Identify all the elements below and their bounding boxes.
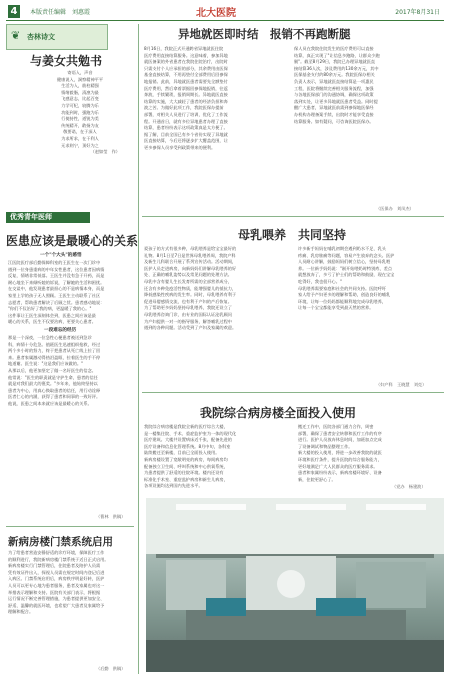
outside-title: 异地就医即时结 报销不再跑断腿 [178,27,351,41]
page-number: 4 [8,5,20,18]
poem-title: 与姜女共勉书 [30,54,103,68]
ward-photo [146,498,444,672]
divider [142,216,444,217]
poem-body: 寄语入，声音 健康说入，洞察精神平平 生活为入，筋柱精强 情绪毅脂，清凛为最 飞感意志，比起百变 力学可纪，较腾为乐 功能到时，强跑为乐 行使持性，道锐为美 传统精开，敢扬为友 敬要诺，在于深人 为求所求，在干利人 无求则宁，顶好为之 （赵如莹 作） [56,70,120,155]
outpatient-title: 新病房楼门禁系统启用 [8,536,113,548]
youth-column-tag: 优秀青年医师 [6,212,90,223]
breastfeed-title: 母乳喂养 共同坚持 [238,228,347,242]
column-divider [138,24,139,674]
ward-scene [146,498,444,672]
surgery-body-right: 搬迁工作中，医院各部门通力合作，周密 部署，确保了患者安全转移和医疗工作的有序 进行。医护人员放弃休息时间，加班加点完成 了设备调试和物品整理工作。 新大楼的投入使用，将进一步改善我院的就医 环境和医疗条件，提升医院的综合服务能力， 更好地满足广大人民群众的医疗服务需求。 患者和家属纷纷表示，新病房楼环境好、设备 新，住院更舒心了。 [298,424,382,482]
poem-tag-box [6,24,108,50]
divider [142,392,444,393]
breastfeed-signature: （妇产科 王晓慧 刘克） [376,382,427,387]
outpatient-body: 为了给患者营造安静舒适的诊疗环境，保障医疗工作 的顺利进行，我院新病房楼门禁系统于近日正式启用。 新病房楼实行门禁管理后，住院患者及陪护人员需 凭有效证件出入，探视人员需在规定时间内登记后进 入病区。门禁系统启用后，病房秩序明显好转，医护 人员可以更专心地为患者服务，患者及家属也对这一 举措表示理解和支持。医院有关部门表示，将根据 运行情况不断完善管理措施，为患者提供更加安全、 舒适、温馨的就医环境，也希望广大患者及家属给予 理解和配合。 [8,550,109,615]
breastfeed-body-right: 许多新手妈妈在哺乳初期会遇到奶水不足、乳头 疼痛、乳房胀痛等问题，容易产生放弃的念头。医护 人员耐心讲解，鼓励妈妈们树立信心，坚持母乳喂 养。一位新手妈妈说："刚开始喂奶时特别疼，差点 就想放弃了，多亏了护士们的帮助和鼓励，现在宝宝 吃得好，我也很开心。" 母乳喂养需要家庭和社会的共同支持。医院呼吁 家人给予产妇更多的理解和帮助，创造良好的哺乳 环境，让每一位妈妈都能顺利地完成母乳喂养， 让每一个宝宝都能享受到最天然的营养。 [298,246,395,311]
youth-subhead-2: 一段难忘的经历 [44,328,77,333]
surgery-title: 我院综合病房楼全面投入使用 [200,406,357,420]
breastfeed-body-left: 爱孩子的方式有很多种，母乳喂养是给宝宝最好的 礼物。8月1日至7日是世界母乳喂养周，我院产科 及新生儿科联合开展了系列宣传活动。活动期间， 医护人员走进病房，向新妈妈们讲解母乳喂养的好 处、正确的哺乳姿势以及常见问题的处理方法。 母乳中含有婴儿生长发育所需的全部营养成分， 还含有多种免疫活性物质，能增强婴儿的抵抗力， 降低感染性疾病的发生率。同时，母乳喂养有利于 促进母婴感情交流，也有利于产妇的产后恢复。 为了帮助更多妈妈坚持母乳喂养，我院还设立了 母乳喂养咨询门诊，由专业的国际认证泌乳顾问 为产妇提供一对一的指导服务，解答哺乳过程中 遇到的各种问题。活动受到了产妇及家属的欢迎。 [144,246,237,331]
poem-column-tag: 杏林诗文 [27,32,55,41]
youth-title: 医患应该是最暖心的关系 [6,234,139,248]
leaf-icon: ❦ [11,29,21,42]
page-header [6,4,444,21]
outside-body-left: 8月16日，我院正式开通跨省异地就医住院 医疗费用直接结算服务。这意味着，参加异地 就医备案的外省患者在我院住院治疗，出院时 只需支付个人应承担的部分，其余费用由医保 基金直接结算，不用再垫付全部费用后回参保 地报销。此前，异地就医患者需要先全额垫付 医疗费用，然后拿着票据回参保地报销，往返 奔波，手续繁琐，报销周期长。异地就医直接 结算的实施，大大减轻了患者的经济负担和奔 波之苦。为做好此项工作，我院医保办提前 部署，对相关人员进行了培训，优化了工作流 程。开通首日，就有多位异地患者办理了直接 结算，患者纷纷表示这项政策真是太方便了。 据了解，目前全国已有多个省份实现了异地就 医直接结算，今后还将逐步扩大覆盖范围，让 更多参保人员享受到政策带来的便利。 [144,46,228,150]
editor-credit: 本版责任编辑 刘惠霞 [30,9,91,16]
outside-body-right: 保人员在我院住院发生的医疗费用可以直接 结算，真正实现了"让信息多跑路，让群众少跑 腿"。截至8月29日，我院已办理异地就医直 接结算36人次，涉及费用约130余万元，其中 医保基金支付约80余万元。我院医保办相关 负责人表示，异地就医直接结算是一项惠民 工程，医院将继续完善相关服务流程，加强 与各地医保部门的沟通协调，确保这项政策 落到实处，让更多异地就医患者受益。同时提 醒广大患者，异地就医前需到参保地医保经 办机构办理备案手续，出院时才能享受直接 结算服务。如有疑问，可咨询医院医保办。 [294,46,380,124]
divider [6,526,134,527]
youth-subhead-1: 一个"个大头"的感悟 [40,253,82,258]
youth-body-1: 江医院医疗部后勤保障科室的王医生在一次门诊中 遇到一位身患重病的中年女性患者，这位患者因病情 反复，情绪非常低落。王医生并没有急于开药，而是 耐心地坐下来倾听她的诉说，了解她的生活和困扰。 在交谈中，他发现患者最担心的不是病情本身，而是 家里上学的孩子无人照顾。王医生主动联系了社区 志愿者，帮助患者解决了后顾之忧。患者感动地说： "你们不仅治好了我的病，更温暖了我的心。" 这件事让王医生深刻体会到，医患之间应该是最 暖心的关系，医生不仅要治病，更要关心患者。 [8,260,105,325]
youth-body-2: 那是一个深夜，一位急性心梗患者被送到急诊 科，病情十分危急。值班医生迅速组织抢救，经过 两个多小时的努力，终于把患者从死亡线上拉了回 来。患者家属激动得热泪盈眶，拉着医生的手不停 地道谢。医生说："这是我们应该做的。" 从那以后，他更加坚定了做一名好医生的信念。 他常说："医生的职责就是守护生命，患者的信任 就是对我们最大的褒奖。"多年来，他始终坚持以 患者为中心，用真心换取患者的信任，用行动诠释 医者仁心的内涵，获得了患者和同事的一致好评。 他说，医患之间本来就应该是最暖心的关系。 [8,335,101,406]
youth-signature: （曹林 供稿） [96,514,126,519]
outside-signature: （医保办 刘凤杰） [376,206,414,211]
issue-date: 2017年8月31日 [395,9,440,16]
surgery-signature: （党办 杨建波） [392,484,426,489]
outpatient-signature: （后勤 供稿） [96,666,126,671]
newspaper-brand: 北大医院 [196,8,236,19]
surgery-body-left: 我院综合病房楼是我院全新的医疗综合大楼， 是一楼集住院、手术、重症监护室为一体的现代化 医疗建筑。大楼共设置病床近千张，配备先进的 医疗设备和信息化管理系统。8月中旬，各科室 陆续搬迁至新楼，目前已全面投入使用。 新病房楼设置了宽敞明亮的病房，每间病房均 配备独立卫生间、呼叫系统和中心供氧系统， 为患者提供了舒适的住院环境。楼内还设有 标准化手术室、重症监护病房和新生儿病房， 各项设施均达到国内先进水平。 [144,424,237,489]
